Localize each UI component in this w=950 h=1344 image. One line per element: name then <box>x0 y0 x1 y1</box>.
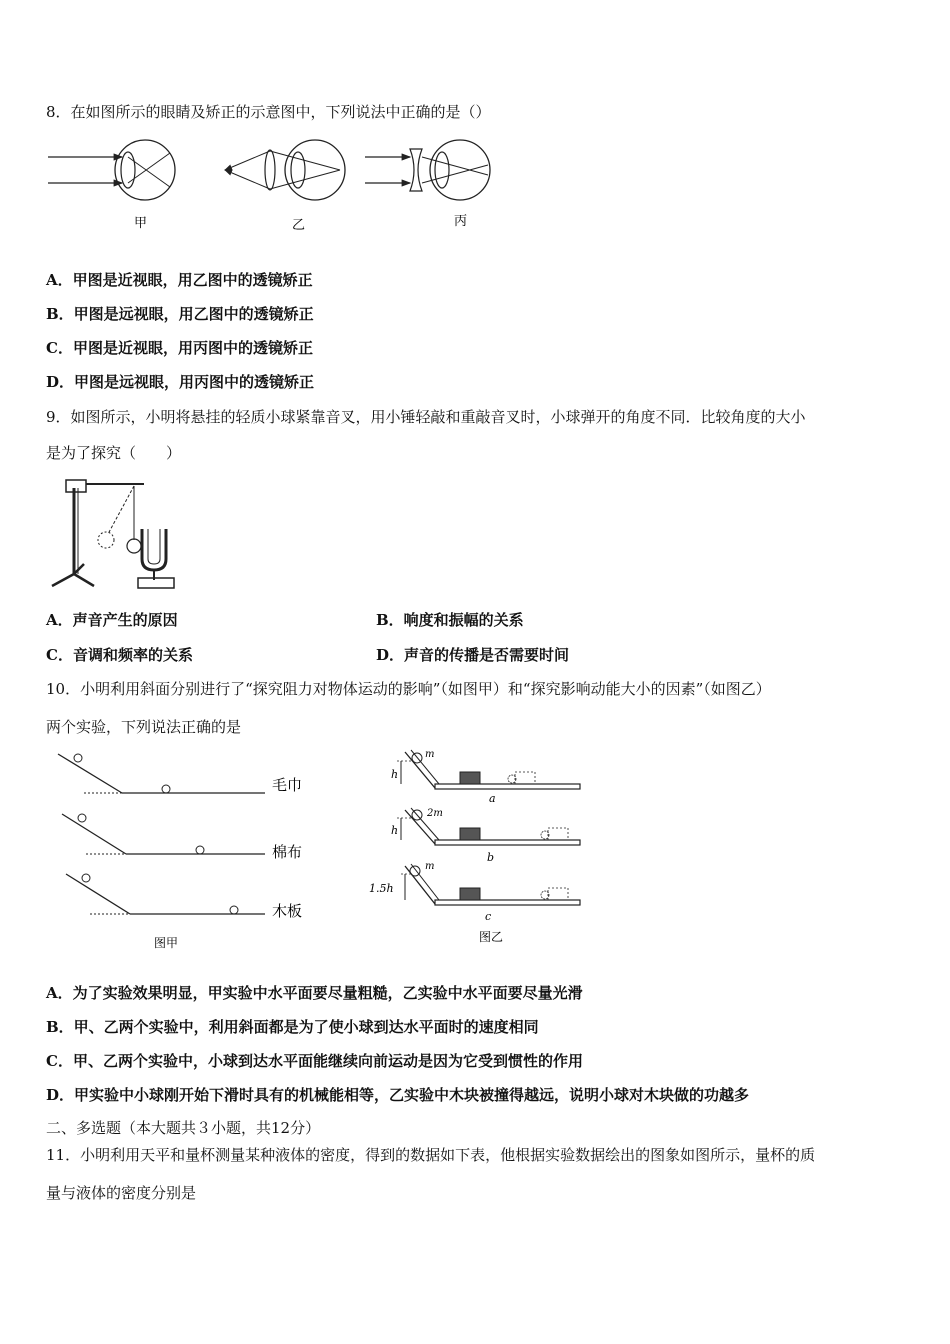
q8-option-d[interactable]: D．甲图是远视眼，用丙图中的透镜矫正 <box>46 373 315 391</box>
q8-option-a[interactable]: A．甲图是近视眼，用乙图中的透镜矫正 <box>46 271 313 289</box>
surface-label-maojin: 毛巾 <box>272 776 303 794</box>
sub-label-a: a <box>489 792 496 805</box>
q10-figure-jia <box>50 748 320 953</box>
q10-option-b[interactable]: B．甲、乙两个实验中，利用斜面都是为了使小球到达水平面时的速度相同 <box>46 1018 539 1036</box>
section2-heading: 二、多选题（本大题共３小题，共12分） <box>46 1119 321 1137</box>
q10-option-c[interactable]: C．甲、乙两个实验中，小球到达水平面能继续向前运动是因为它受到惯性的作用 <box>46 1052 583 1070</box>
fig-caption-jia: 图甲 <box>154 936 179 950</box>
q10-stem-line2: 两个实验，下列说法正确的是 <box>46 718 242 736</box>
surface-label-muban: 木板 <box>272 902 303 920</box>
height-label-c: 1.5h <box>369 882 394 895</box>
kinetic-setup-a <box>391 749 580 805</box>
mass-label-c: m <box>425 861 435 872</box>
q8-eye-figure <box>40 135 510 235</box>
ramp-muban <box>66 874 302 920</box>
q9-tuning-fork-figure <box>44 474 189 599</box>
q10-option-d[interactable]: D．甲实验中小球刚开始下滑时具有的机械能相等，乙实验中木块被撞得越远，说明小球对木块做的功越多 <box>46 1086 750 1104</box>
kinetic-setup-c <box>369 861 580 923</box>
height-label-b: h <box>391 824 399 837</box>
q10-option-a[interactable]: A．为了实验效果明显，甲实验中水平面要尽量粗糙，乙实验中水平面要尽量光滑 <box>46 984 583 1002</box>
q10-stem-line1: 10．小明利用斜面分别进行了“探究阻力对物体运动的影响”（如图甲）和“探究影响动能大小的因素”（如图乙） <box>46 680 771 698</box>
kinetic-setup-b <box>391 808 580 864</box>
q8-stem: 8．在如图所示的眼睛及矫正的示意图中，下列说法中正确的是（） <box>46 103 491 121</box>
eye-diagram-jia <box>48 140 175 231</box>
fig-caption-yi: 图乙 <box>479 930 504 944</box>
q9-option-c[interactable]: C．音调和频率的关系 <box>46 646 193 664</box>
sub-label-b: b <box>487 851 495 864</box>
mass-label-b: 2m <box>427 808 443 819</box>
q9-option-b[interactable]: B．响度和振幅的关系 <box>376 611 524 629</box>
q9-stem-line1: 9．如图所示，小明将悬挂的轻质小球紧靠音叉，用小锤轻敲和重敲音叉时，小球弹开的角度不同．比较角度的大小 <box>46 408 806 426</box>
sub-label-c: c <box>485 910 492 923</box>
q11-stem-line1: 11．小明利用天平和量杯测量某种液体的密度，得到的数据如下表，他根据实验数据绘出的图象如图所示，量杯的质 <box>46 1146 816 1164</box>
ramp-mianbu <box>62 814 302 861</box>
ramp-maojin <box>58 754 302 794</box>
q8-option-b[interactable]: B．甲图是远视眼，用乙图中的透镜矫正 <box>46 305 314 323</box>
fig-label-jia: 甲 <box>134 216 148 231</box>
fig-label-bing: 丙 <box>454 214 468 229</box>
mass-label-a: m <box>425 749 435 760</box>
q10-figure-yi <box>365 748 590 953</box>
q8-option-c[interactable]: C．甲图是近视眼，用丙图中的透镜矫正 <box>46 339 313 357</box>
surface-label-mianbu: 棉布 <box>272 843 303 861</box>
eye-diagram-yi <box>225 140 345 233</box>
q11-stem-line2: 量与液体的密度分别是 <box>46 1184 197 1202</box>
height-label-a: h <box>391 768 399 781</box>
q9-stem-line2: 是为了探究（ ） <box>46 444 182 462</box>
eye-diagram-bing <box>365 140 490 229</box>
q9-option-a[interactable]: A．声音产生的原因 <box>46 611 178 629</box>
fig-label-yi: 乙 <box>292 218 306 233</box>
q9-option-d[interactable]: D．声音的传播是否需要时间 <box>376 646 570 664</box>
